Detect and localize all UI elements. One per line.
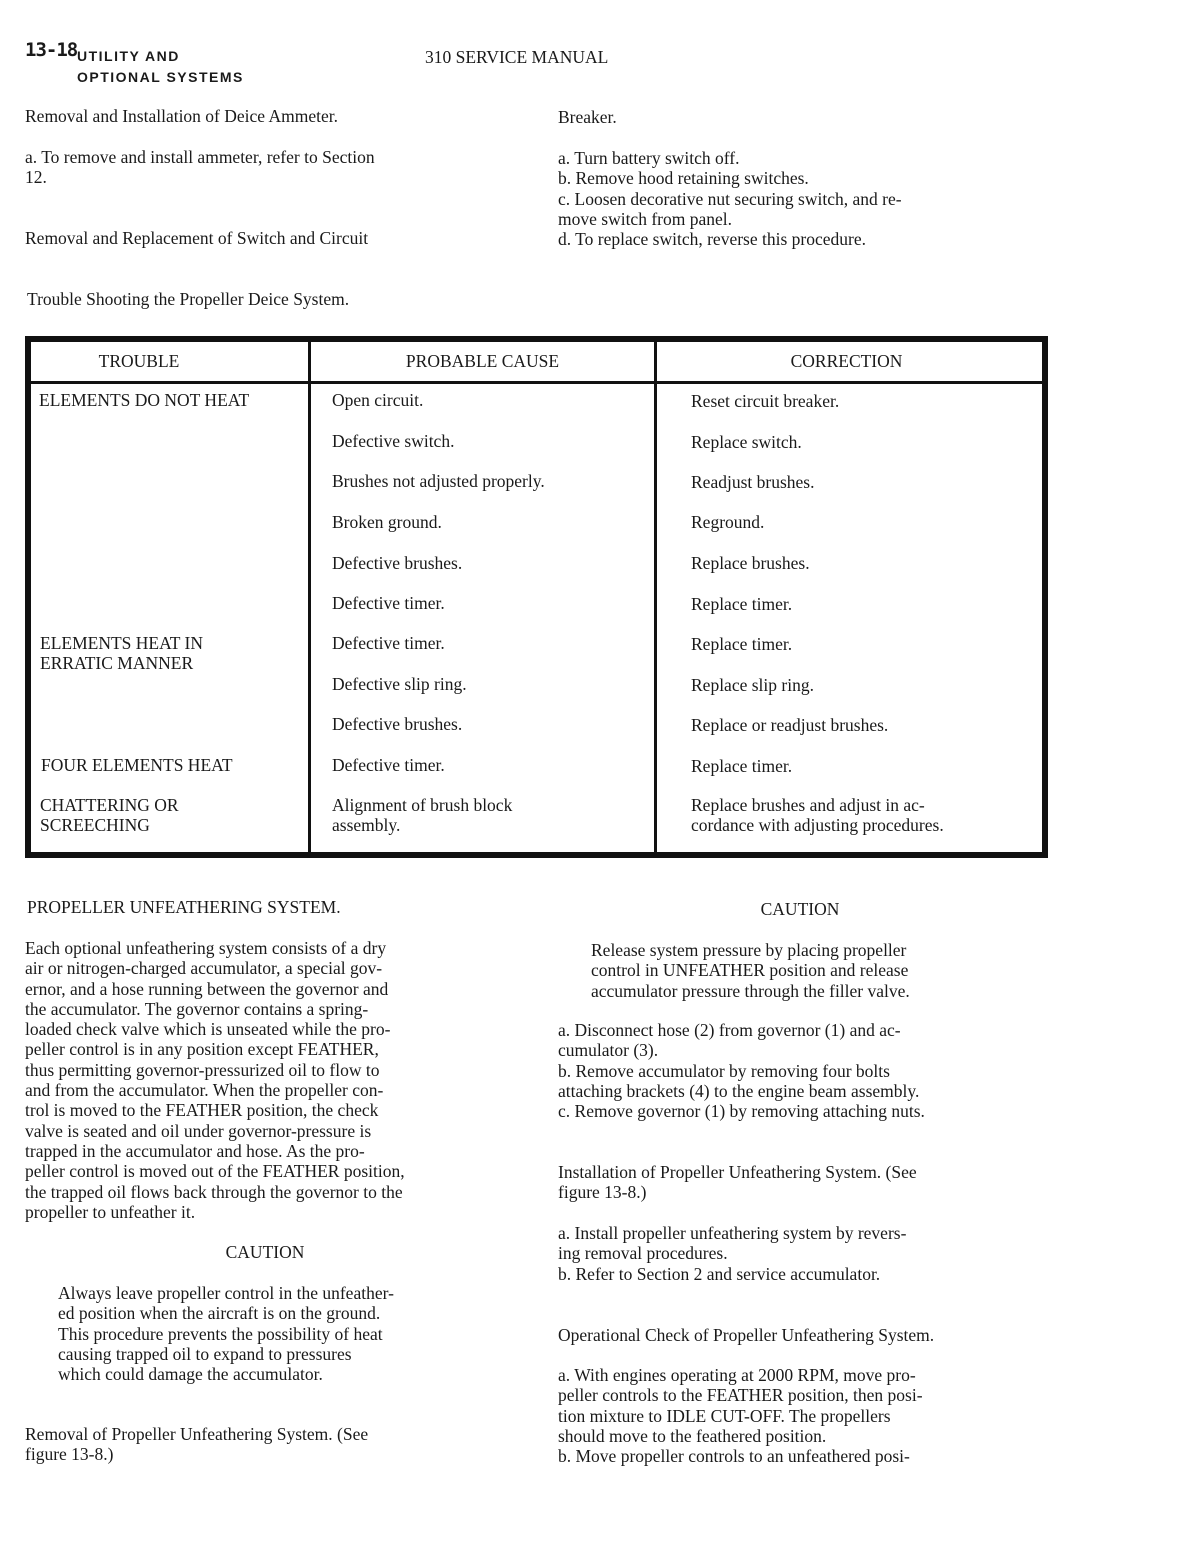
heading-operational-check: Operational Check of Propeller Unfeathering System.	[558, 1325, 935, 1345]
heading-trouble-shooting: Trouble Shooting the Propeller Deice System.	[27, 289, 350, 309]
cause-cell: Brushes not adjusted properly.	[332, 471, 545, 491]
column-header-trouble: TROUBLE	[98, 351, 180, 371]
cause-cell: Defective brushes.	[332, 714, 463, 734]
cause-cell: Defective timer.	[332, 593, 445, 613]
correction-cell: Replace timer.	[691, 594, 793, 614]
caution-title: CAUTION	[225, 1242, 305, 1262]
correction-cell: Replace timer.	[691, 634, 793, 654]
correction-cell: Reground.	[691, 512, 765, 532]
cause-cell: Defective timer.	[332, 633, 445, 653]
switch-replacement-steps: a. Turn battery switch off. b. Remove hood retaining switches. c. Loosen decorative nut securing switch, and re- move switch from panel. d. To replace switch, reverse this procedure.	[558, 148, 902, 250]
heading-deice-ammeter: Removal and Installation of Deice Ammeter.	[25, 106, 338, 126]
caution-text-release-pressure: Release system pressure by placing propeller control in UNFEATHER position and release accumulator pressure through the filler valve.	[591, 940, 910, 1001]
troubleshooting-table	[25, 336, 1048, 858]
caution-title: CAUTION	[760, 899, 840, 919]
correction-cell: Reset circuit breaker.	[691, 391, 840, 411]
unfeathering-description: Each optional unfeathering system consists of a dry air or nitrogen-charged accumulator, a special gov- ernor, and a hose running between the governor and the accumulator. The governor contains a spring- loaded check valve which is unseated while the pro- peller control is in any position except FEATHER, thus permitting governor-pressurized oil to flow to and from the accumulator. When the propeller con- trol is moved to the FEATHER position, the check valve is seated and oil under governor-pressure is trapped in the accumulator and hose. As the pro- peller control is moved out of the FEATHER position, the trapped oil flows back through the governor to the propeller to unfeather it.	[25, 938, 405, 1222]
column-header-probable-cause: PROBABLE CAUSE	[405, 351, 560, 371]
trouble-cell: ELEMENTS DO NOT HEAT	[39, 390, 250, 410]
header-divider	[31, 381, 1042, 384]
section-title-line2: OPTIONAL SYSTEMS	[77, 69, 244, 85]
cause-cell: Broken ground.	[332, 512, 442, 532]
correction-cell: Replace brushes.	[691, 553, 810, 573]
correction-cell: Replace timer.	[691, 756, 793, 776]
trouble-cell: ELEMENTS HEAT IN ERRATIC MANNER	[40, 633, 203, 674]
correction-cell: Replace brushes and adjust in ac- cordance with adjusting procedures.	[691, 795, 944, 836]
heading-continuation-breaker: Breaker.	[558, 107, 617, 127]
heading-propeller-unfeathering: PROPELLER UNFEATHERING SYSTEM.	[27, 897, 341, 917]
caution-text-leave-unfeathered: Always leave propeller control in the unfeather- ed position when the aircraft is on the ground. This procedure prevents the possibility of heat causing trapped oil to expand to pressures which could damage the accumulator.	[58, 1283, 394, 1385]
heading-switch-circuit: Removal and Replacement of Switch and Circuit	[25, 228, 369, 248]
section-title-line1: UTILITY AND	[77, 48, 180, 64]
cause-cell: Defective timer.	[332, 755, 445, 775]
trouble-cell: CHATTERING OR SCREECHING	[40, 795, 179, 836]
cause-cell: Defective brushes.	[332, 553, 463, 573]
manual-title: 310 SERVICE MANUAL	[425, 47, 609, 67]
heading-installation-unfeathering: Installation of Propeller Unfeathering System. (See figure 13-8.)	[558, 1162, 917, 1203]
column-divider	[308, 342, 311, 852]
correction-cell: Readjust brushes.	[691, 472, 815, 492]
column-header-correction: CORRECTION	[790, 351, 903, 371]
cause-cell: Defective switch.	[332, 431, 455, 451]
heading-removal-unfeathering: Removal of Propeller Unfeathering System. (See figure 13-8.)	[25, 1424, 369, 1465]
column-divider	[654, 342, 657, 852]
correction-cell: Replace switch.	[691, 432, 802, 452]
correction-cell: Replace slip ring.	[691, 675, 814, 695]
correction-cell: Replace or readjust brushes.	[691, 715, 889, 735]
cause-cell: Defective slip ring.	[332, 674, 467, 694]
page-number: 13-18	[25, 39, 78, 61]
removal-steps: a. Disconnect hose (2) from governor (1) and ac- cumulator (3). b. Remove accumulator by removing four bolts attaching brackets (4) to the engine beam assembly. c. Remove governor (1) by removing attaching nuts.	[558, 1020, 925, 1122]
ammeter-step-a: a. To remove and install ammeter, refer to Section 12.	[25, 147, 375, 188]
installation-steps: a. Install propeller unfeathering system by revers- ing removal procedures. b. Refer to Section 2 and service accumulator.	[558, 1223, 907, 1284]
cause-cell: Open circuit.	[332, 390, 424, 410]
operational-check-steps: a. With engines operating at 2000 RPM, move pro- peller controls to the FEATHER position, then posi- tion mixture to IDLE CUT-OFF. The propellers should move to the feathered position. b. Move propeller controls to an unfeathered posi-	[558, 1365, 923, 1467]
cause-cell: Alignment of brush block assembly.	[332, 795, 513, 836]
trouble-cell: FOUR ELEMENTS HEAT	[41, 755, 233, 775]
